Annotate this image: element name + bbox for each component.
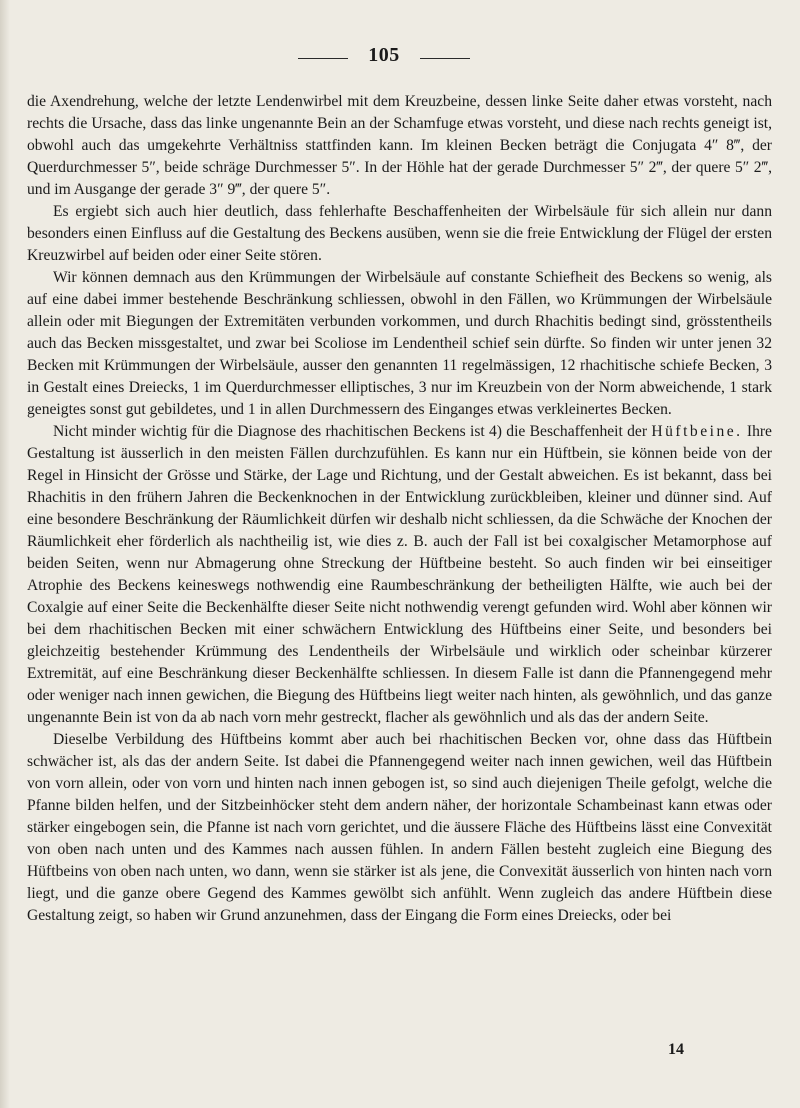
header-rule-right xyxy=(420,58,470,59)
paragraph-5: Dieselbe Verbildung des Hüftbeins kommt aber auch bei rhachitischen Becken vor, ohne dass das Hüftbein schwächer ist, als das der andern Seite. Ist dabei die Pfannengegend weiter nach innen gewichen, weil das Hüftbein von vorn allein, oder von vorn und hinten nach innen gebogen ist, so sind auch diejenigen Theile gefolgt, welche die Pfanne bilden helfen, und der Sitzbeinhöcker steht dem andern näher, der horizontale Schambeinast kann etwas oder stärker eingebogen sein, die Pfanne ist nach vorn gerichtet, und die äussere Fläche des Hüftbeins lässt eine Convexität von oben nach unten und des Kammes nach aussen fühlen. In andern Fällen besteht zugleich eine Biegung des Hüftbeins von oben nach unten, wo dann, wenn sie stärker ist als jene, die Convexität äusserlich von hinten nach vorn liegt, und die ganze obere Gegend des Kammes gewölbt sich anfühlt. Wenn zugleich das andere Hüftbein diese Gestaltung zeigt, so haben wir Grund anzunehmen, dass der Eingang die Form eines Dreiecks, oder bei xyxy=(27,731,772,924)
page-header xyxy=(0,44,800,68)
paragraph-4 xyxy=(27,421,772,729)
page-number: 105 xyxy=(368,44,400,66)
emphasized-term: Hüftbeine. xyxy=(651,423,743,440)
page-edge-shadow xyxy=(0,0,10,1108)
paragraph-1: die Axendrehung, welche der letzte Lendenwirbel mit dem Kreuzbeine, dessen linke Seite daher etwas vorsteht, nach rechts die Ursache, dass das linke ungenannte Bein an der Schamfuge etwas vorsteht, und diese nach rechts geneigt ist, obwohl auch das umgekehrte Verhältniss stattfinden kann. Im kleinen Becken beträgt die Conjugata 4″ 8‴, der Querdurchmesser 5″, beide schräge Durchmesser 5″. In der Höhle hat der gerade Durchmesser 5″ 2‴, der quere 5″ 2‴, und im Ausgange der gerade 3″ 9‴, der quere 5″. xyxy=(27,93,772,198)
paragraph-4-rest: Ihre Gestaltung ist äusserlich in den meisten Fällen durchzufühlen. Es kann nur ein Hüftbein, sie können beide von der Regel in Hinsicht der Grösse und Stärke, der Lage und Richtung, und der Gestalt abweichen. Es ist bekannt, dass bei Rhachitis in den frühern Jahren die Beckenknochen in der Entwicklung zurückbleiben, kleiner und dünner sind. Auf eine besondere Beschränkung der Räumlichkeit dürfen wir deshalb nicht schliessen, da die Schwäche der Knochen der Räumlichkeit eher förderlich als nachtheilig ist, wie dies z. B. auch der Fall ist bei coxalgischer Metamorphose auf beiden Seiten, wenn nur Abmagerung ohne Streckung der Hüftbeine besteht. So auch finden wir bei einseitiger Atrophie des Beckens keineswegs nothwendig eine Raumbeschränkung der betheiligten Hälfte, wie auch bei der Coxalgie auf einer Seite die Beckenhälfte dieser Seite nicht nothwendig verengt gefunden wird. Wohl aber können wir bei dem rhachitischen Becken mit einer schwächern Entwicklung des Hüftbeins einer Seite, und besonders bei gleichzeitig bestehender Krümmung des Lendentheils der Wirbelsäule und wirklich oder scheinbar kürzerer Extremität, auf eine Beschränkung dieser Beckenhälfte schliessen. In diesem Falle ist dann die Pfannengegend mehr oder weniger nach innen gewichen, die Biegung des Hüftbeins liegt weiter nach hinten, als gewöhnlich, und das ganze ungenannte Bein ist von da ab nach vorn mehr gestreckt, flacher als gewöhnlich und als das der andern Seite. xyxy=(27,423,772,726)
paragraph-3: Wir können demnach aus den Krümmungen der Wirbelsäule auf constante Schiefheit des Beckens so wenig, als auf eine dabei immer bestehende Beschränkung schliessen, obwohl in den Fällen, wo Krümmungen der Wirbelsäule allein oder mit Biegungen der Extremitäten verbunden vorkommen, und durch Rhachitis bedingt sind, grösstentheils auch das Becken missgestaltet, und zwar bei Scoliose im Lendentheil schief sein dürfte. So finden wir unter jenen 32 Becken mit Krümmungen der Wirbelsäule, ausser den genannten 11 regelmässigen, 12 rhachitische schiefe Becken, 3 in Gestalt eines Dreiecks, 1 im Querdurchmesser elliptisches, 3 nur im Kreuzbein von der Norm abweichende, 1 stark geneigtes sonst gut gebildetes, und 1 in allen Durchmessern des Einganges etwas verkleinertes Becken. xyxy=(27,269,772,418)
signature-mark: 14 xyxy=(668,1041,684,1058)
paragraph-2: Es ergiebt sich auch hier deutlich, dass fehlerhafte Beschaffenheiten der Wirbelsäule für sich allein nur dann besonders einen Einfluss auf die Gestaltung des Beckens ausüben, wenn sie die freie Entwicklung der Flügel der ersten Kreuzwirbel auf beiden oder einer Seite stören. xyxy=(27,203,772,264)
body-text xyxy=(27,91,772,927)
paragraph-4-start: Nicht minder wichtig für die Diagnose des rhachitischen Beckens ist 4) die Beschaffenheit der xyxy=(53,423,652,440)
header-rule-left xyxy=(298,58,348,59)
